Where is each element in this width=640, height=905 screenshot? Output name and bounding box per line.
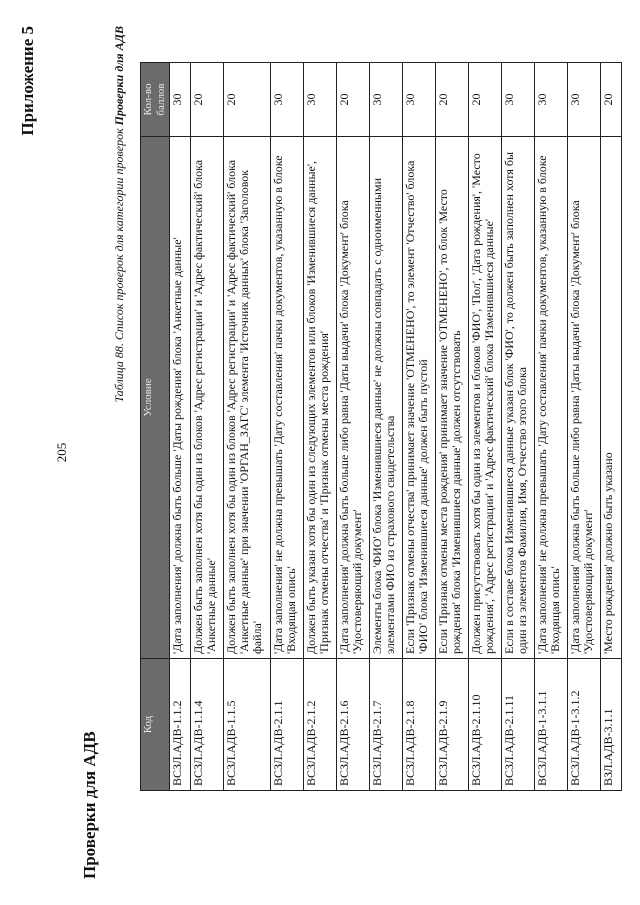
caption-prefix: Таблица 88. Список проверок для категории проверок <box>112 128 126 403</box>
row-code: ВСЗЛ.АДВ-2.1.10 <box>469 659 502 791</box>
row-condition: 'Дата заполнения' должна быть больше либо равна 'Даты выдачи' блока 'Документ' блока 'Удостоверяющий документ' <box>337 137 370 659</box>
row-points: 30 <box>271 63 304 137</box>
row-code: ВСЗЛ.АДВ-2.1.7 <box>370 659 403 791</box>
row-condition: Должен присутствовать хотя бы один из элементов и блоков 'ФИО', 'Пол', 'Дата рождения', 'Место рождения', 'Адрес регистрации' и 'Адрес фактический' блока 'Изменившиеся данные' <box>469 137 502 659</box>
table-row <box>170 63 191 791</box>
row-points: 30 <box>535 63 568 137</box>
row-code: ВСЗЛ.АДВ-1.1.2 <box>170 659 191 791</box>
table-row <box>502 63 535 791</box>
column-header-condition: Условие <box>141 137 170 659</box>
row-code: ВСЗЛ.АДВ-2.1.9 <box>436 659 469 791</box>
row-code: ВСЗЛ.АДВ-2.1.2 <box>304 659 337 791</box>
row-condition: Элементы блока 'ФИО' блока 'Изменившиеся данные' не должны совпадать с одноименными элементами ФИО из страхового свидетельства <box>370 137 403 659</box>
checks-table <box>140 62 622 791</box>
row-condition: 'Дата заполнения' не должна превышать 'Дату составления' пачки документов, указанную в блоке 'Входящая опись' <box>271 137 304 659</box>
table-row <box>436 63 469 791</box>
row-code: ВСЗЛ.АДВ-2.1.11 <box>502 659 535 791</box>
table-row <box>224 63 271 791</box>
row-code: ВСЗЛ.АДВ-2.1.6 <box>337 659 370 791</box>
row-condition: 'Дата заполнения' должна быть больше либо равна 'Даты выдачи' блока 'Документ' блока 'Удостоверяющий документ' <box>568 137 601 659</box>
table-row <box>271 63 304 791</box>
row-code: ВСЗЛ.АДВ-1.1.5 <box>224 659 271 791</box>
column-header-code: Код <box>141 659 170 791</box>
row-condition: Если 'Признак отмены отчества' принимает значение 'ОТМЕНЕНО', то элемент 'Отчество' блока 'ФИО' блока 'Изменившиеся данные' должен быть пустой <box>403 137 436 659</box>
row-points: 30 <box>568 63 601 137</box>
row-code: ВСЗЛ.АДВ-1.1.4 <box>191 659 224 791</box>
row-condition: Должен быть заполнен хотя бы один из блоков 'Адрес регистрации' и 'Адрес фактический' блока 'Анкетные данные' при значении 'ОРГАН_ЗАГС' элемента 'Источник данных' блока 'Заголовок файла' <box>224 137 271 659</box>
row-points: 30 <box>304 63 337 137</box>
column-header-points: Кол-во баллов <box>141 63 170 137</box>
table-row <box>535 63 568 791</box>
table-row <box>403 63 436 791</box>
row-condition: Если в составе блока Изменившиеся данные указан блок 'ФИО', то должен быть заполнен хотя бы один из элементов Фамилия, Имя, Отчество этого блока <box>502 137 535 659</box>
row-points: 30 <box>370 63 403 137</box>
row-points: 30 <box>502 63 535 137</box>
table-row <box>304 63 337 791</box>
row-condition: Должен быть заполнен хотя бы один из блоков 'Адрес регистрации' и 'Адрес фактический' блока 'Анкетные данные' <box>191 137 224 659</box>
table-row <box>337 63 370 791</box>
section-title: Проверки для АДВ <box>80 731 99 879</box>
row-points: 20 <box>601 63 622 137</box>
row-condition: Если 'Признак отмены места рождения' принимает значение 'ОТМЕНЕНО', то блок 'Место рождения' блока 'Изменившиеся данные' должен отсутствовать <box>436 137 469 659</box>
row-code: ВСЗЛ.АДВ-2.1.1 <box>271 659 304 791</box>
row-points: 20 <box>224 63 271 137</box>
table-row <box>568 63 601 791</box>
table-caption <box>112 26 127 402</box>
page-number: 205 <box>54 442 69 463</box>
row-code: ВСЗЛ.АДВ-1-3.1.2 <box>568 659 601 791</box>
table-header-row <box>141 63 170 791</box>
table-row <box>601 63 622 791</box>
row-condition: 'Дата заполнения' не должна превышать 'Дату составления' пачки документов, указанную в блоке 'Входящая опись' <box>535 137 568 659</box>
row-condition: 'Дата заполнения' должна быть больше 'Даты рождения' блока 'Анкетные данные' <box>170 137 191 659</box>
row-condition: 'Место рождения' должно быть указано <box>601 137 622 659</box>
row-code: ВЗЛ.АДВ-3.1.1 <box>601 659 622 791</box>
table-row <box>469 63 502 791</box>
row-code: ВСЗЛ.АДВ-1-3.1.1 <box>535 659 568 791</box>
row-points: 20 <box>191 63 224 137</box>
caption-category: Проверки для АДВ <box>112 26 126 126</box>
table-row <box>370 63 403 791</box>
row-points: 20 <box>469 63 502 137</box>
row-points: 30 <box>170 63 191 137</box>
row-points: 20 <box>337 63 370 137</box>
row-code: ВСЗЛ.АДВ-2.1.8 <box>403 659 436 791</box>
row-points: 20 <box>436 63 469 137</box>
row-condition: Должен быть указан хотя бы один из следующих элементов или блоков 'Изменившиеся данные', 'Признак отмены отчества' и 'Признак отмены места рождения' <box>304 137 337 659</box>
appendix-label: Приложение 5 <box>18 26 37 136</box>
row-points: 30 <box>403 63 436 137</box>
table-row <box>191 63 224 791</box>
